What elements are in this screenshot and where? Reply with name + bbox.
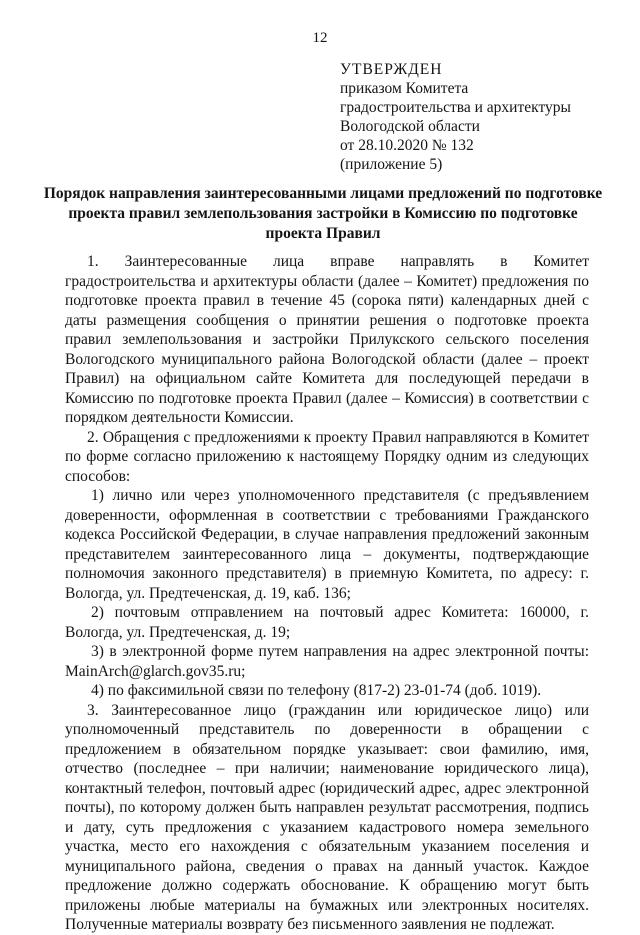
paragraph-1: 1. Заинтересованные лица вправе направлять в Комитет градостроительства и архитектуры области (далее – Комитет) предложения по подготовке проекта правил в течение 45 (сорока пяти) календарных дней с даты размещения сообщения о принятии решения о подготовке проекта правил землепользования и застройки Прилукского сельского поселения Вологодского муниципального района Вологодской области (далее – проект Правил) на официальном сайте Комитета для последующей передачи в Комиссию по подготовке проекта Правил (далее – Комиссия) в соответствии с порядком деятельности Комиссии. xyxy=(65,253,589,426)
document-body xyxy=(65,252,589,935)
document-title: Порядок направления заинтересованными лицами предложений по подготовке проекта правил землепользования застройки в Комиссию по подготовке проекта Правил xyxy=(43,185,603,242)
paragraph-2: 2. Обращения с предложениями к проекту Правил направляются в Комитет по форме согласно приложению к настоящему Порядку одним из следующих способов: xyxy=(65,428,589,485)
approval-stamp-block xyxy=(340,60,630,174)
approval-heading: УТВЕРЖДЕН xyxy=(340,61,443,78)
approval-date-line: от 28.10.2020 № 132 xyxy=(340,137,474,154)
list-item-1: 1) лично или через уполномоченного представителя (с предъявлением доверенности, оформленная в соответствии с требованиями Гражданского кодекса Российской Федерации, в случае направления предложений законным представителем заинтересованного лица – документы, подтверждающие полномочия законного представителя) в приемную Комитета, по адресу: г. Вологда, ул. Предтеченская, д. 19, каб. 136; xyxy=(65,487,589,602)
list-item-4: 4) по факсимильной связи по телефону (817-2) 23-01-74 (доб. 1019). xyxy=(91,682,542,699)
page-number: 12 xyxy=(312,30,328,46)
list-item-2: 2) почтовым отправлением на почтовый адрес Комитета: 160000, г. Вологда, ул. Предтеченская, д. 19; xyxy=(65,604,589,641)
list-item-3: 3) в электронной форме путем направления на адрес электронной почты: MainArch@glarch.gov35.ru; xyxy=(65,643,589,680)
approval-line: градостроительства и архитектуры xyxy=(340,99,571,116)
approval-line: приказом Комитета xyxy=(340,80,469,97)
approval-line: Вологодской области xyxy=(340,118,480,135)
paragraph-3: 3. Заинтересованное лицо (гражданин или юридическое лицо) или уполномоченный представитель по доверенности в обращении с предложением в обязательном порядке указывает: свои фамилию, имя, отчество (последнее – при наличии; наименование юридического лица), контактный телефон, почтовый адрес (юридический адрес, адрес электронной почты), по которому должен быть направлен результат рассмотрения, подпись и дату, суть предложения с указанием кадастрового номера земельного участка, место его нахождения с обязательным указанием поселения и муниципального района, сведения о правах на данный участок. Каждое предложение должно содержать обоснование. К обращению могут быть приложены любые материалы на бумажных или электронных носителях. Полученные материалы возврату без письменного заявления не подлежат. xyxy=(65,701,589,933)
approval-appendix-line: (приложение 5) xyxy=(340,156,443,173)
